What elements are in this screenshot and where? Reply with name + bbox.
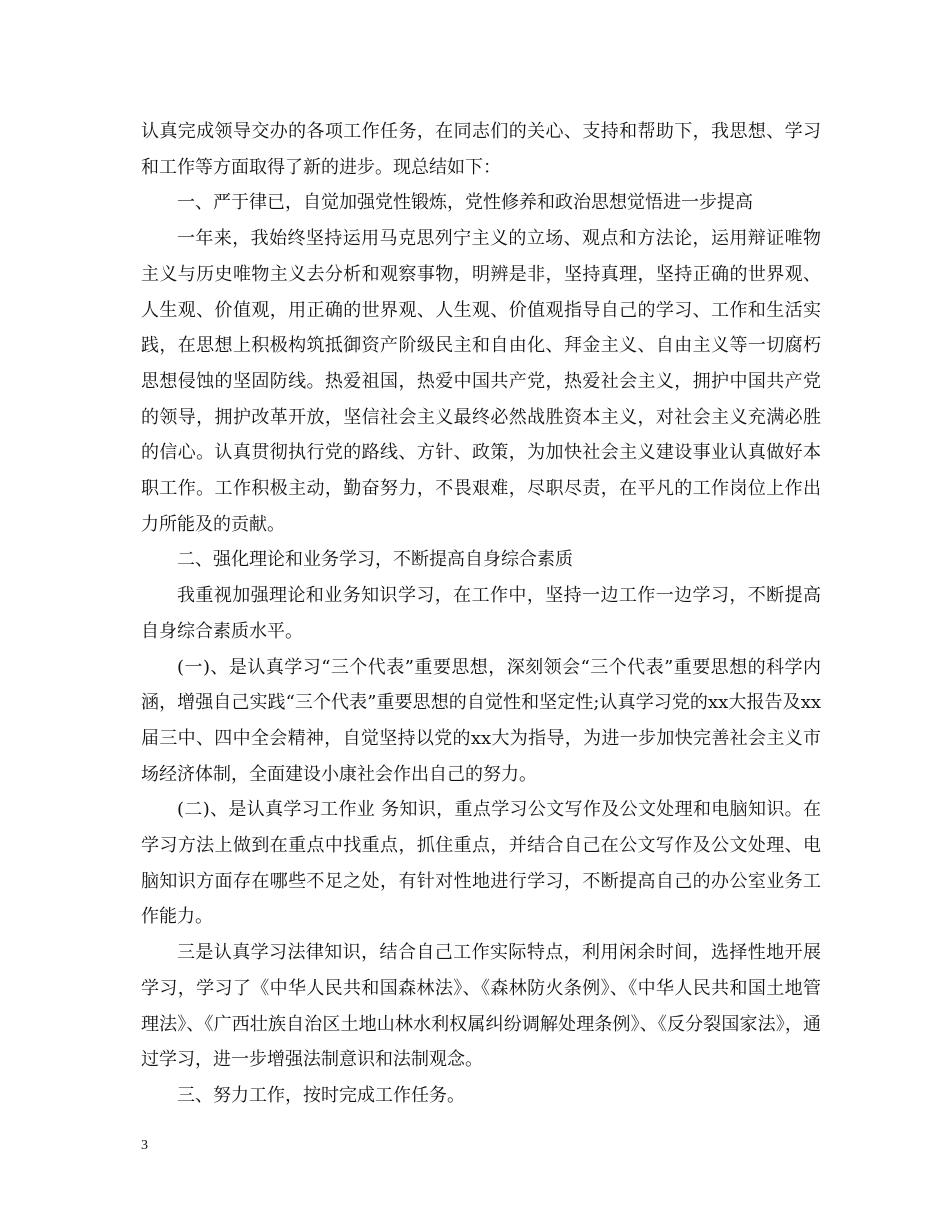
paragraph-study-item-1: (一)、是认真学习“三个代表”重要思想，深刻领会“三个代表”重要思想的科学内涵，增强自己实践“三个代表”重要思想的自觉性和坚定性;认真学习党的xx大报告及xx届三中、四中全会精神，自觉坚持以党的xx大为指导，为进一步加快完善社会主义市场经济体制，全面建设小康社会作出自己的努力。 — [141, 656, 821, 785]
section-heading-2: 二、强化理论和业务学习，不断提高自身综合素质 — [177, 549, 573, 571]
paragraph-study-item-3: 三是认真学习法律知识，结合自己工作实际特点，利用闲余时间，选择性地开展学习，学习了《中华人民共和国森林法》、《森林防火条例》、《中华人民共和国土地管理法》、《广西壮族自治区土地山林水利权属纠纷调解处理条例》、《反分裂国家法》，通过学习，进一步增强法制意识和法制观念。 — [141, 942, 821, 1071]
section-heading-3: 三、努力工作，按时完成工作任务。 — [177, 1084, 465, 1106]
section-heading-1: 一、严于律已，自觉加强党性锻炼，党性修养和政治思想觉悟进一步提高 — [177, 192, 753, 214]
paragraph-continuation: 认真完成领导交办的各项工作任务，在同志们的关心、支持和帮助下，我思想、学习和工作等方面取得了新的进步。现总结如下： — [141, 121, 821, 178]
paragraph-political-thought: 一年来，我始终坚持运用马克思列宁主义的立场、观点和方法论，运用辩证唯物主义与历史唯物主义去分析和观察事物，明辨是非，坚持真理，坚持正确的世界观、人生观、价值观，用正确的世界观、人生观、价值观指导自己的学习、工作和生活实践，在思想上积极构筑抵御资产阶级民主和自由化、拜金主义、自由主义等一切腐朽思想侵蚀的坚固防线。热爱祖国，热爱中国共产党，热爱社会主义，拥护中国共产党的领导，拥护改革开放，坚信社会主义最终必然战胜资本主义，对社会主义充满必胜的信心。认真贯彻执行党的路线、方针、政策，为加快社会主义建设事业认真做好本职工作。工作积极主动，勤奋努力，不畏艰难，尽职尽责，在平凡的工作岗位上作出力所能及的贡献。 — [141, 228, 821, 535]
document-body — [141, 114, 821, 1114]
paragraph-study-item-2: (二)、是认真学习工作业 务知识，重点学习公文写作及公文处理和电脑知识。在学习方法上做到在重点中找重点，抓住重点，并结合自己在公文写作及公文处理、电脑知识方面存在哪些不足之处，有针对性地进行学习，不断提高自己的办公室业务工作能力。 — [141, 799, 821, 928]
paragraph-study-overview: 我重视加强理论和业务知识学习，在工作中，坚持一边工作一边学习，不断提高自身综合素质水平。 — [141, 585, 821, 642]
page-number: 3 — [141, 1138, 148, 1153]
